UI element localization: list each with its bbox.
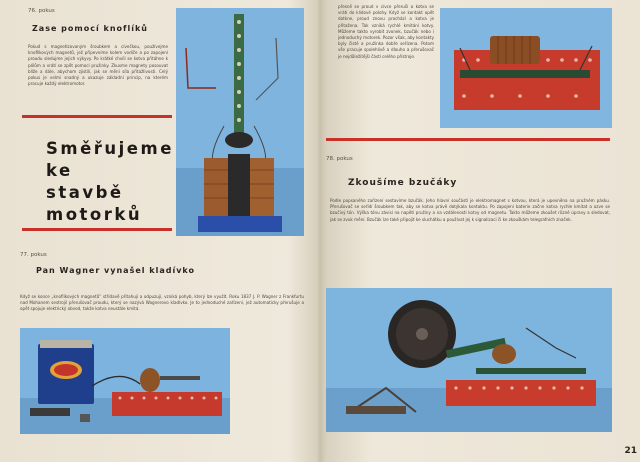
wagner-hammer-photo bbox=[20, 328, 230, 434]
experiment-76-text: Pokud s magnetizovaným šroubkem a cívečkou, používejme knoflíkových magnetů, jež připevníme kolem vodiče a po zapojení proudu sledujme jejich výkyvy. Po krátké chvíli se kotva přitáhne k pólům a vrátí se zpět pomocí pružinky. Zkusme magnety posouvat blíže a dále, abychom zjistili, jak se mění síla přitažlivosti. Celý pokus je velmi snadný a ukazuje základní princip, na kterém pracuje každý elektromotor. bbox=[28, 44, 168, 87]
experiment-77-number: 77. pokus bbox=[20, 252, 47, 258]
experiment-76-number: 76. pokus bbox=[28, 8, 55, 14]
red-divider-upper bbox=[22, 115, 172, 118]
red-divider-lower bbox=[22, 228, 172, 231]
horizontal-electromagnet-photo bbox=[440, 8, 612, 128]
big-title bbox=[46, 138, 174, 226]
buzzer-assembly-photo bbox=[326, 288, 612, 432]
experiment-77-text: Když se konce „knoflíkových magnetů“ střídavě přitahují a odpuzují, vzniká pohyb, který lze využít. Roku 1837 J. P. Wagner z Frankfurtu nad Mohanem sestrojil přerušovač proudu, který se nazývá Wagnerovo kladívko. Je to jednoduché zařízení, jež automaticky přerušuje a opět spojuje elektrický obvod, takže kotva neustále kmitá. bbox=[20, 294, 304, 312]
vertical-electromagnet-photo bbox=[176, 8, 304, 236]
big-title-line: Směřujeme bbox=[46, 139, 174, 158]
experiment-78-number: 78. pokus bbox=[326, 156, 353, 162]
experiment-76-title: Zase pomocí knoflíků bbox=[32, 24, 148, 33]
experiment-77-title: Pan Wagner vynašel kladívko bbox=[36, 266, 196, 275]
big-title-line: motorků bbox=[46, 205, 143, 224]
red-divider-right bbox=[326, 138, 610, 141]
big-title-line: ke stavbě bbox=[46, 161, 124, 202]
continued-text: přesně se proud v cívce přeruší a kotva se vrátí do klidové polohy. Když se kontakt opět dotkne, proud znovu prochází a kotva je přitažena. Tak vzniká rychlé kmitání kotvy. Můžeme takto vyrobit zvonek, bzučák nebo i jednoduchý motorek. Pozor však, aby kontakty byly čisté a pružinka dobře seřízena. Potom vše pracuje spolehlivě a dlouho a přerušovač je nejdůležitější částí celého přístroje. bbox=[338, 4, 434, 59]
experiment-78-text: Podle popsaného zařízení sestavíme bzučák. Jeho hlavní součástí je elektromagnet s kotvou, která je upevněna na pružném pásku. Přerušovač se seřídí šroubkem tak, aby se kotva právě dotýkala kontaktu. Po zapojení baterie začne kotva rychle kmitat a ozve se bzučivý tón. Výška tónu závisí na napětí pružiny a na vzdálenosti kotvy od magnetu. Takto můžeme zkoušet různé úpravy a sledovat, jak se zvuk mění. Bzučák lze také připojit ke sluchátku a používat jej k signalizaci či ke zkouškám telegrafních značek. bbox=[330, 198, 610, 222]
experiment-78-title: Zkoušíme bzučáky bbox=[348, 178, 458, 188]
page-number: 21 bbox=[624, 446, 637, 456]
